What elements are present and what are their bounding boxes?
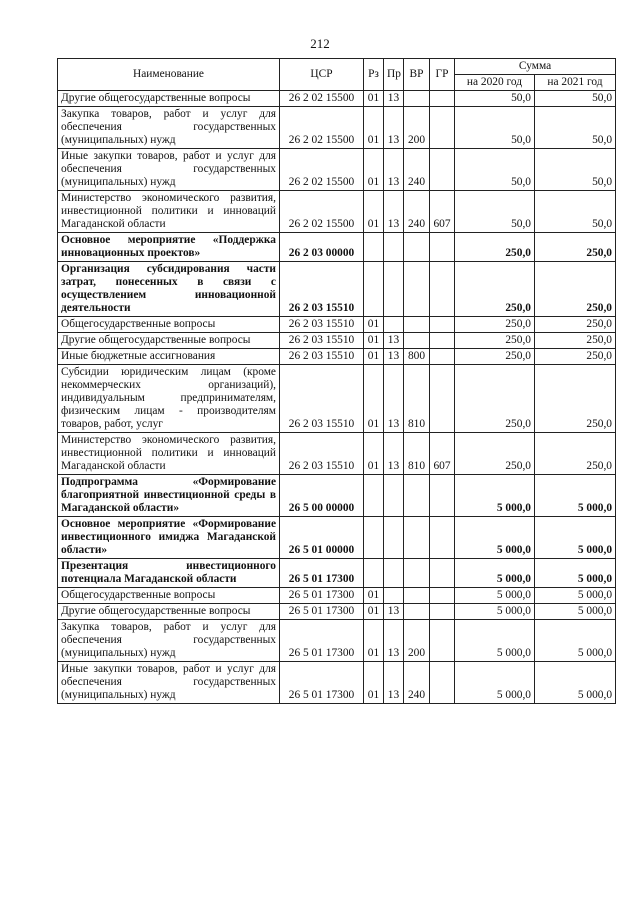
row-csr: 26 2 03 15510	[280, 333, 364, 349]
table-row	[58, 191, 616, 233]
table-row	[58, 588, 616, 604]
row-rz: 01	[364, 433, 384, 475]
row-rz	[364, 233, 384, 262]
row-vr	[404, 262, 430, 317]
row-name: Другие общегосударственные вопросы	[58, 333, 280, 349]
row-name: Общегосударственные вопросы	[58, 317, 280, 333]
header-row	[58, 59, 616, 75]
row-vr	[404, 559, 430, 588]
row-pr	[384, 517, 404, 559]
row-gr	[430, 662, 455, 704]
row-csr: 26 2 03 15510	[280, 433, 364, 475]
row-pr	[384, 588, 404, 604]
row-pr: 13	[384, 604, 404, 620]
row-gr	[430, 559, 455, 588]
row-csr: 26 2 03 15510	[280, 317, 364, 333]
row-vr: 800	[404, 349, 430, 365]
row-sum-2021: 5 000,0	[535, 662, 616, 704]
row-sum-2020: 5 000,0	[455, 604, 535, 620]
row-sum-2021: 5 000,0	[535, 559, 616, 588]
row-rz	[364, 517, 384, 559]
row-gr: 607	[430, 433, 455, 475]
row-pr: 13	[384, 333, 404, 349]
row-sum-2021: 50,0	[535, 91, 616, 107]
row-sum-2021: 50,0	[535, 107, 616, 149]
row-sum-2021: 5 000,0	[535, 620, 616, 662]
row-gr	[430, 149, 455, 191]
row-pr: 13	[384, 433, 404, 475]
row-sum-2020: 250,0	[455, 233, 535, 262]
row-gr	[430, 333, 455, 349]
row-pr: 13	[384, 91, 404, 107]
row-name: Другие общегосударственные вопросы	[58, 604, 280, 620]
row-csr: 26 2 02 15500	[280, 107, 364, 149]
row-sum-2020: 5 000,0	[455, 517, 535, 559]
row-sum-2020: 50,0	[455, 149, 535, 191]
table-row	[58, 620, 616, 662]
row-name: Организация субсидирования части затрат, понесенных в связи с осуществлением инновационной деятельности	[58, 262, 280, 317]
row-sum-2020: 5 000,0	[455, 475, 535, 517]
header-vr: ВР	[404, 59, 430, 91]
table-row	[58, 349, 616, 365]
row-pr	[384, 262, 404, 317]
row-sum-2021: 250,0	[535, 317, 616, 333]
table-row	[58, 149, 616, 191]
table-row	[58, 604, 616, 620]
table-row	[58, 433, 616, 475]
row-pr: 13	[384, 620, 404, 662]
row-gr	[430, 91, 455, 107]
row-sum-2021: 5 000,0	[535, 517, 616, 559]
table-row	[58, 107, 616, 149]
row-sum-2021: 250,0	[535, 365, 616, 433]
row-pr: 13	[384, 349, 404, 365]
table-row	[58, 662, 616, 704]
row-pr	[384, 559, 404, 588]
row-csr: 26 2 02 15500	[280, 191, 364, 233]
table-row	[58, 559, 616, 588]
row-vr	[404, 233, 430, 262]
row-csr: 26 2 02 15500	[280, 91, 364, 107]
row-gr: 607	[430, 191, 455, 233]
row-vr: 200	[404, 107, 430, 149]
row-sum-2020: 250,0	[455, 365, 535, 433]
table-row	[58, 475, 616, 517]
table-row	[58, 517, 616, 559]
row-gr	[430, 604, 455, 620]
row-gr	[430, 262, 455, 317]
row-pr: 13	[384, 191, 404, 233]
row-csr: 26 5 01 17300	[280, 620, 364, 662]
row-vr: 810	[404, 433, 430, 475]
row-sum-2021: 250,0	[535, 233, 616, 262]
row-name: Закупка товаров, работ и услуг для обеспечения государственных (муниципальных) нужд	[58, 620, 280, 662]
row-pr: 13	[384, 149, 404, 191]
header-year-2020: на 2020 год	[455, 75, 535, 91]
table-body	[58, 91, 616, 704]
row-csr: 26 5 01 00000	[280, 517, 364, 559]
row-sum-2021: 250,0	[535, 262, 616, 317]
budget-table	[57, 58, 616, 704]
row-rz: 01	[364, 365, 384, 433]
row-rz: 01	[364, 604, 384, 620]
row-gr	[430, 588, 455, 604]
row-sum-2020: 250,0	[455, 262, 535, 317]
row-pr	[384, 233, 404, 262]
row-gr	[430, 475, 455, 517]
row-pr: 13	[384, 662, 404, 704]
row-csr: 26 2 03 00000	[280, 233, 364, 262]
row-sum-2021: 250,0	[535, 333, 616, 349]
row-gr	[430, 349, 455, 365]
row-rz: 01	[364, 317, 384, 333]
row-name: Презентация инвестиционного потенциала Магаданской области	[58, 559, 280, 588]
row-gr	[430, 620, 455, 662]
row-name: Общегосударственные вопросы	[58, 588, 280, 604]
row-sum-2020: 5 000,0	[455, 588, 535, 604]
row-sum-2020: 250,0	[455, 433, 535, 475]
row-rz: 01	[364, 620, 384, 662]
row-name: Основное мероприятие «Формирование инвестиционного имиджа Магаданской области»	[58, 517, 280, 559]
row-name: Министерство экономического развития, инвестиционной политики и инноваций Магаданской области	[58, 191, 280, 233]
row-gr	[430, 317, 455, 333]
row-rz	[364, 475, 384, 517]
row-vr: 240	[404, 662, 430, 704]
row-csr: 26 5 01 17300	[280, 662, 364, 704]
page-number: 212	[310, 36, 330, 51]
row-csr: 26 2 02 15500	[280, 149, 364, 191]
row-sum-2020: 250,0	[455, 349, 535, 365]
table-row	[58, 333, 616, 349]
row-sum-2020: 5 000,0	[455, 559, 535, 588]
row-name: Подпрограмма «Формирование благоприятной инвестиционной среды в Магаданской области»	[58, 475, 280, 517]
row-vr	[404, 517, 430, 559]
table-row	[58, 233, 616, 262]
row-rz: 01	[364, 662, 384, 704]
row-vr	[404, 333, 430, 349]
row-sum-2020: 250,0	[455, 317, 535, 333]
row-name: Иные закупки товаров, работ и услуг для обеспечения государственных (муниципальных) нужд	[58, 662, 280, 704]
row-rz: 01	[364, 149, 384, 191]
header-rz: Рз	[364, 59, 384, 91]
row-name: Закупка товаров, работ и услуг для обеспечения государственных (муниципальных) нужд	[58, 107, 280, 149]
row-csr: 26 2 03 15510	[280, 262, 364, 317]
header-csr: ЦСР	[280, 59, 364, 91]
row-sum-2020: 50,0	[455, 91, 535, 107]
row-pr	[384, 475, 404, 517]
row-rz: 01	[364, 191, 384, 233]
row-csr: 26 5 01 17300	[280, 588, 364, 604]
header-name: Наименование	[58, 59, 280, 91]
row-vr	[404, 604, 430, 620]
row-gr	[430, 233, 455, 262]
header-gr: ГР	[430, 59, 455, 91]
row-name: Министерство экономического развития, инвестиционной политики и инноваций Магаданской области	[58, 433, 280, 475]
row-csr: 26 2 03 15510	[280, 349, 364, 365]
row-sum-2021: 50,0	[535, 191, 616, 233]
row-csr: 26 5 00 00000	[280, 475, 364, 517]
row-sum-2021: 5 000,0	[535, 604, 616, 620]
row-sum-2021: 250,0	[535, 433, 616, 475]
row-csr: 26 5 01 17300	[280, 559, 364, 588]
row-sum-2020: 5 000,0	[455, 620, 535, 662]
row-gr	[430, 107, 455, 149]
row-csr: 26 2 03 15510	[280, 365, 364, 433]
row-vr	[404, 588, 430, 604]
row-sum-2021: 5 000,0	[535, 588, 616, 604]
row-sum-2020: 5 000,0	[455, 662, 535, 704]
table-row	[58, 317, 616, 333]
row-rz	[364, 262, 384, 317]
row-rz: 01	[364, 107, 384, 149]
row-sum-2021: 250,0	[535, 349, 616, 365]
table-row	[58, 262, 616, 317]
row-vr	[404, 475, 430, 517]
row-pr	[384, 317, 404, 333]
row-name: Иные закупки товаров, работ и услуг для обеспечения государственных (муниципальных) нужд	[58, 149, 280, 191]
row-sum-2020: 50,0	[455, 191, 535, 233]
row-vr: 200	[404, 620, 430, 662]
row-name: Основное мероприятие «Поддержка инновационных проектов»	[58, 233, 280, 262]
row-pr: 13	[384, 107, 404, 149]
row-csr: 26 5 01 17300	[280, 604, 364, 620]
table-row	[58, 91, 616, 107]
row-pr: 13	[384, 365, 404, 433]
table-row	[58, 365, 616, 433]
row-sum-2021: 50,0	[535, 149, 616, 191]
header-year-2021: на 2021 год	[535, 75, 616, 91]
header-pr: Пр	[384, 59, 404, 91]
row-vr: 240	[404, 191, 430, 233]
row-sum-2021: 5 000,0	[535, 475, 616, 517]
row-rz: 01	[364, 333, 384, 349]
row-sum-2020: 50,0	[455, 107, 535, 149]
row-name: Субсидии юридическим лицам (кроме некоммерческих организаций), индивидуальным предпринимателям, физическим лицам - производителям товаров, работ, услуг	[58, 365, 280, 433]
row-rz: 01	[364, 349, 384, 365]
row-name: Иные бюджетные ассигнования	[58, 349, 280, 365]
row-rz	[364, 559, 384, 588]
row-name: Другие общегосударственные вопросы	[58, 91, 280, 107]
row-vr: 810	[404, 365, 430, 433]
header-sum: Сумма	[455, 59, 616, 75]
row-rz: 01	[364, 588, 384, 604]
row-sum-2020: 250,0	[455, 333, 535, 349]
row-rz: 01	[364, 91, 384, 107]
row-gr	[430, 517, 455, 559]
row-vr	[404, 91, 430, 107]
row-vr	[404, 317, 430, 333]
row-gr	[430, 365, 455, 433]
row-vr: 240	[404, 149, 430, 191]
